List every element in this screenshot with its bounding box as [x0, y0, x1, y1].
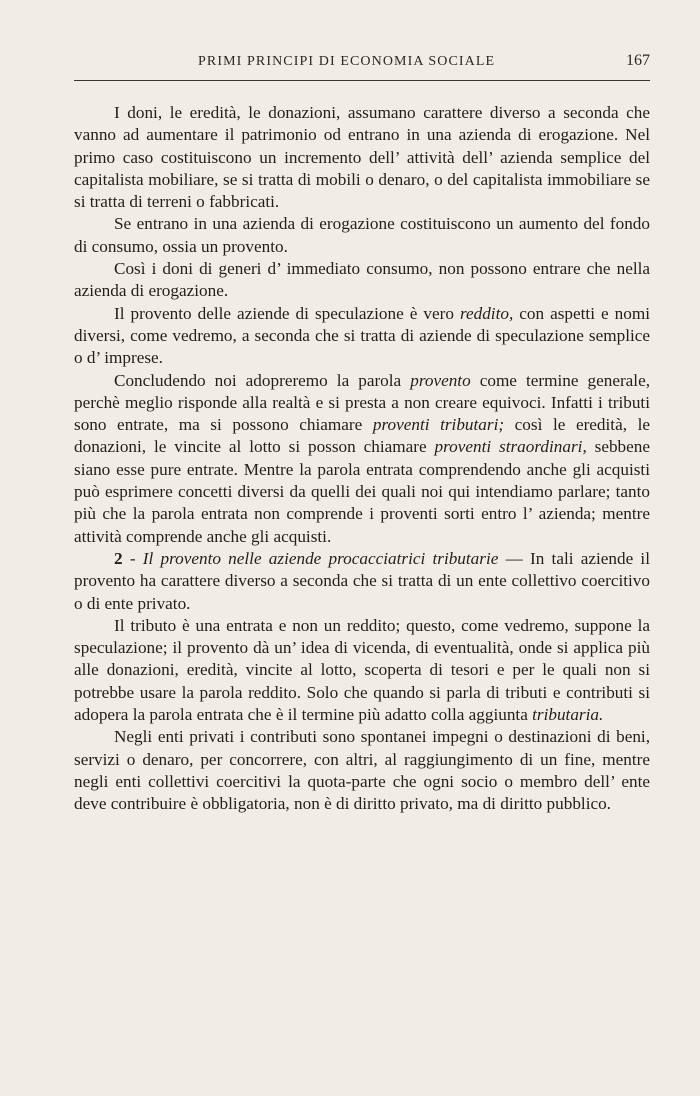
- italic-term: tributaria.: [532, 705, 604, 725]
- italic-term: proventi straordinari,: [434, 437, 587, 457]
- section-heading: Il provento nelle aziende procacciatrici tributarie: [142, 548, 499, 568]
- page-number: 167: [626, 52, 650, 69]
- running-title: PRIMI PRINCIPI DI ECONOMIA SOCIALE: [198, 54, 496, 69]
- paragraph: [74, 303, 650, 370]
- text-run: con aspetti e nomi diversi, come vedremo, a seconda che si tratta di aziende di speculazione semplice o d’ imprese.: [74, 303, 650, 368]
- italic-term: provento: [410, 370, 471, 390]
- text-run: -: [122, 548, 143, 568]
- header-rule: [74, 80, 650, 81]
- text-run: Se entrano in una azienda di erogazione costituiscono un aumento del fondo di consumo, ossia un provento.: [74, 214, 650, 256]
- paragraph: [74, 258, 650, 303]
- text-run: Così i doni di generi d’ immediato consumo, non possono entrare che nella azienda di erogazione.: [74, 259, 650, 301]
- text-run: Negli enti privati i contributi sono spontanei impegni o destinazioni di beni, servizi o denaro, per concorrere, con altri, al raggiungimento di un fine, mentre negli enti collettivi coercitivi la quota-parte che ogni socio o membro dell’ ente deve contribuire è obbligatoria, non è di diritto privato, ma di diritto pubblico.: [74, 727, 650, 814]
- text-run: Concludendo noi adopreremo la parola: [114, 370, 411, 390]
- paragraph: [74, 615, 650, 726]
- text-run: Il provento delle aziende di speculazione è vero: [114, 303, 460, 323]
- page-header: [74, 52, 650, 74]
- text-run: così le eredità, le donazioni, le vincite al lotto si posson chiamare: [74, 415, 650, 457]
- text-run: Il tributo è una entrata e non un reddito; questo, come vedremo, suppone la speculazione; il provento dà un’ idea di vicenda, di eventualità, onde si applica più alle donazioni, eredità, vincite al lotto, scoperta di tesori e per le quali non si potrebbe usare la parola reddito. Solo che quando si parla di tributi e contributi si adopera la parola entrata che è il termine più adatto colla aggiunta: [74, 615, 650, 725]
- paragraph: [74, 548, 650, 615]
- paragraph: [74, 726, 650, 815]
- body-text: [74, 102, 650, 816]
- text-run: I doni, le eredità, le donazioni, assumano carattere diverso a seconda che vanno ad aumentare il patrimonio od entrano in una azienda di erogazione. Nel primo caso costituiscono un incremento dell’ attività dell’ azienda semplice del capitalista mobiliare, se si tratta di mobili o denaro, o del capitalista immobiliare se si tratta di terreni o fabbricati.: [74, 103, 650, 212]
- paragraph: [74, 102, 650, 213]
- paragraph: [74, 370, 650, 548]
- italic-term: proventi tributari;: [372, 415, 505, 435]
- text-run: come termine generale, perchè meglio risponde alla realtà e si presta a non creare equivoci. Infatti i tributi sono entrate, ma si possono chiamare: [74, 370, 650, 435]
- text-run: sebbene siano esse pure entrate. Mentre la parola entrata comprendendo anche gli acquisti può esprimere concetti diversi da quelli dei quali noi qui intendiamo parlare; tanto più che la parola entrata non comprende i proventi sorti entro l’ azienda; mentre attività comprende anche gli acquisti.: [74, 437, 650, 546]
- text-run: — In tali aziende il provento ha carattere diverso a seconda che si tratta di un ente collettivo coercitivo o di ente privato.: [74, 548, 650, 613]
- italic-term: reddito,: [459, 303, 514, 323]
- section-number: 2: [114, 548, 123, 568]
- paragraph: [74, 213, 650, 258]
